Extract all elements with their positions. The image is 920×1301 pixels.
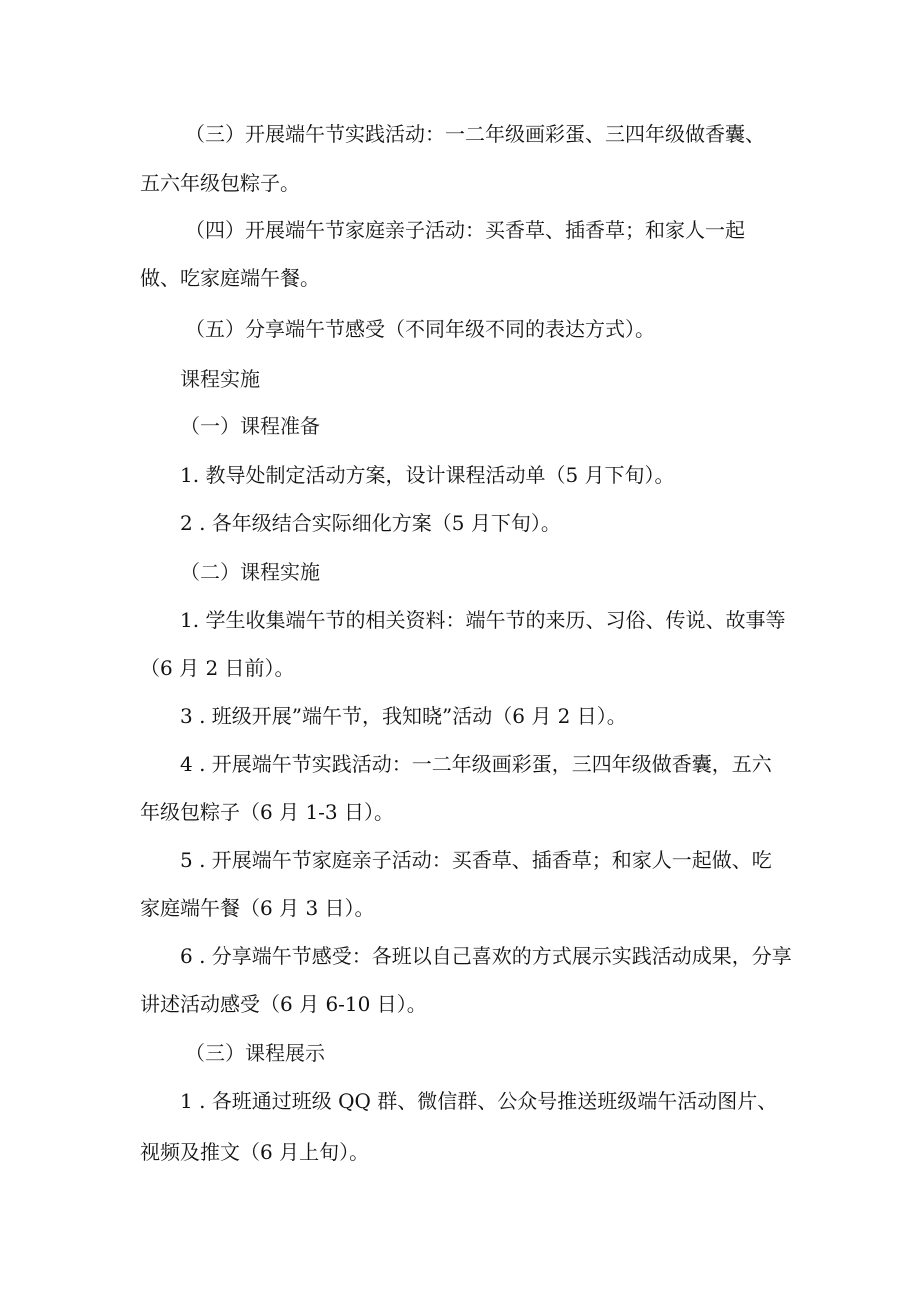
item-6-share-feelings-line-2: 讲述活动感受（6 月 6-10 日）。 [140,992,427,1016]
paragraph-line-4-2: 做、吃家庭端午餐。 [140,266,320,290]
item-5-family-activity-line-2: 家庭端午餐（6 月 3 日）。 [140,896,375,920]
item-5-family-activity-line-1: 5 . 开展端午节家庭亲子活动：买香草、插香草；和家人一起做、吃 [180,848,772,872]
item-2-grade-refinement: 2 . 各年级结合实际细化方案（5 月下旬）。 [180,511,561,535]
section-heading-course-implementation: 课程实施 [180,367,260,391]
item-6-share-feelings-line-1: 6 . 分享端午节感受：各班以自己喜欢的方式展示实践活动成果，分享 [180,944,792,968]
item-3-class-activity: 3 . 班级开展”端午节，我知晓”活动（6 月 2 日）。 [180,704,627,728]
paragraph-line-5: （五）分享端午节感受（不同年级不同的表达方式）。 [185,317,655,341]
paragraph-line-4-1: （四）开展端午节家庭亲子活动：买香草、插香草；和家人一起 [185,218,745,242]
item-4-practice-activity-line-2: 年级包粽子（6 月 1-3 日）。 [140,800,395,824]
paragraph-line-3-1: （三）开展端午节实践活动：一二年级画彩蛋、三四年级做香囊、 [185,122,765,146]
paragraph-line-3-2: 五六年级包粽子。 [140,171,300,195]
subsection-heading-implementation: （二）课程实施 [180,560,320,584]
item-1-collect-materials-line-2: （6 月 2 日前）。 [140,656,295,680]
item-4-practice-activity-line-1: 4 . 开展端午节实践活动：一二年级画彩蛋，三四年级做香囊，五六 [180,752,772,776]
item-1-display-push-line-2: 视频及推文（6 月上旬）。 [140,1140,370,1164]
subsection-heading-preparation: （一）课程准备 [180,414,320,438]
item-1-guidance-plan: 1. 教导处制定活动方案，设计课程活动单（5 月下旬）。 [180,463,675,487]
subsection-heading-display: （三）课程展示 [185,1041,325,1065]
item-1-collect-materials-line-1: 1. 学生收集端午节的相关资料：端午节的来历、习俗、传说、故事等 [180,608,786,632]
item-1-display-push-line-1: 1 . 各班通过班级 QQ 群、微信群、公众号推送班级端午活动图片、 [180,1089,778,1113]
